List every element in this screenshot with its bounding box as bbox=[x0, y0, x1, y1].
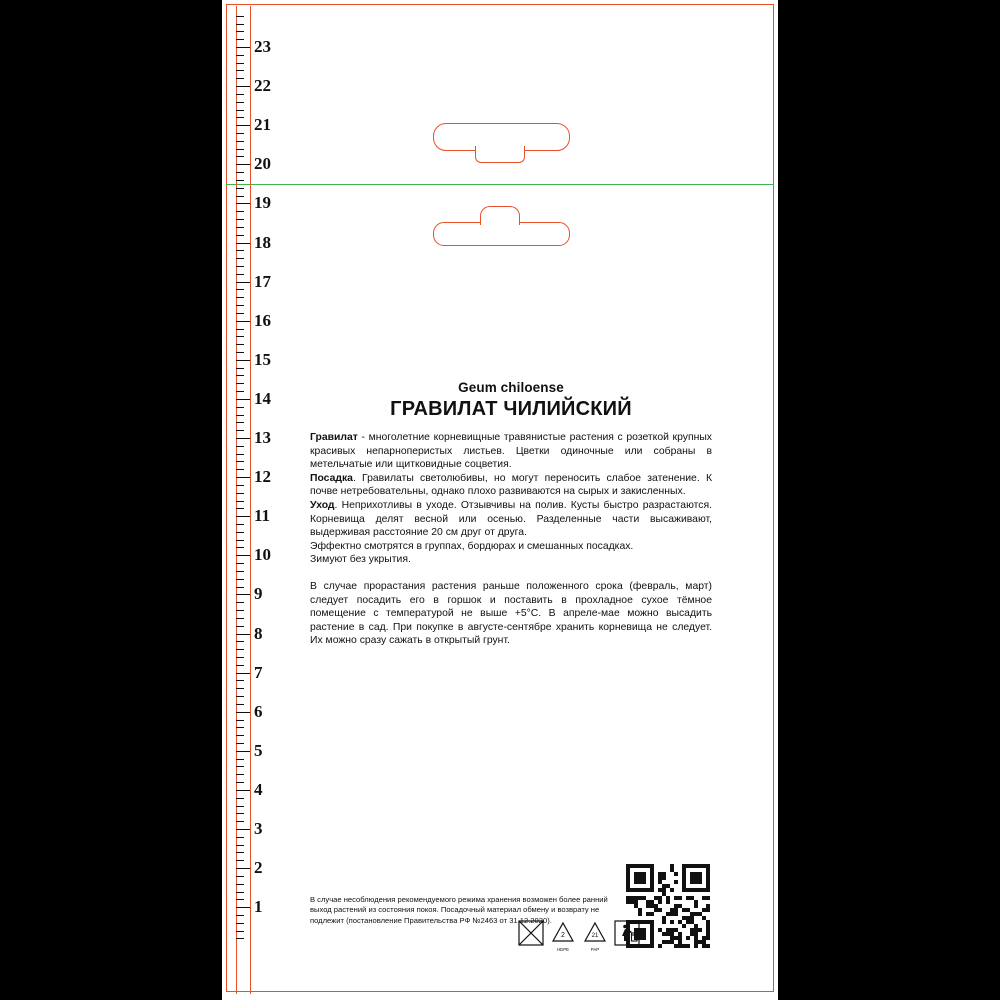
ruler-tick-minor bbox=[236, 78, 244, 79]
qr-code bbox=[626, 864, 710, 948]
ruler-tick-major bbox=[236, 790, 250, 791]
ruler-tick-minor bbox=[236, 813, 244, 814]
ruler-tick-major bbox=[236, 673, 250, 674]
latin-name: Geum chiloense bbox=[458, 380, 564, 395]
ruler-tick-major bbox=[236, 125, 250, 126]
ruler-tick-minor bbox=[236, 618, 244, 619]
care-paragraph: Гравилат - многолетние корневищные травянистые растения с розеткой крупных красивых непарноперистых листьев. Цветки одиночные или собраны в метельчатые или щитковидные соцветия. bbox=[310, 432, 712, 471]
ruler-tick-minor bbox=[236, 352, 244, 353]
ruler-tick-minor bbox=[236, 16, 244, 17]
ruler-tick-minor bbox=[236, 884, 244, 885]
ruler-tick-minor bbox=[236, 720, 244, 721]
hole-cover-bottom bbox=[482, 220, 516, 224]
ruler-tick-minor bbox=[236, 407, 244, 408]
ruler-tick-minor bbox=[236, 727, 244, 728]
ruler-tick-minor bbox=[236, 892, 244, 893]
ruler-tick-minor bbox=[236, 141, 244, 142]
ruler-tick-major bbox=[236, 86, 250, 87]
ruler-tick-minor bbox=[236, 931, 244, 932]
hang-hole-bottom bbox=[433, 222, 570, 246]
ruler-tick-minor bbox=[236, 852, 244, 853]
ruler-tick-minor bbox=[236, 266, 244, 267]
ruler-label: 22 bbox=[254, 76, 271, 96]
ruler-tick-minor bbox=[236, 454, 244, 455]
ruler-tick-minor bbox=[236, 915, 244, 916]
ruler-label: 4 bbox=[254, 779, 263, 799]
ruler-tick-minor bbox=[236, 524, 244, 525]
ruler-tick-minor bbox=[236, 180, 244, 181]
ruler-tick-minor bbox=[236, 766, 244, 767]
ruler-tick-minor bbox=[236, 336, 244, 337]
svg-text:2: 2 bbox=[561, 932, 565, 939]
care-paragraph: Зимуют без укрытия. bbox=[310, 554, 411, 566]
ruler-tick-major bbox=[236, 594, 250, 595]
ruler-tick-major bbox=[236, 829, 250, 830]
ruler-tick-minor bbox=[236, 571, 244, 572]
ruler-tick-major bbox=[236, 712, 250, 713]
ruler-tick-major bbox=[236, 399, 250, 400]
ruler-tick-minor bbox=[236, 704, 244, 705]
ruler-tick-minor bbox=[236, 329, 244, 330]
ruler-tick-minor bbox=[236, 110, 244, 111]
hdpe-recycle-icon bbox=[550, 920, 576, 952]
ruler-tick-minor bbox=[236, 501, 244, 502]
ruler-label: 7 bbox=[254, 662, 263, 682]
ruler-tick-minor bbox=[236, 938, 244, 939]
info-block bbox=[310, 380, 712, 648]
ruler-tick-minor bbox=[236, 485, 244, 486]
ruler-tick-minor bbox=[236, 391, 244, 392]
ruler-label: 9 bbox=[254, 584, 263, 604]
do-not-litter-icon bbox=[518, 920, 544, 946]
ruler-tick-minor bbox=[236, 493, 244, 494]
ruler-tick-minor bbox=[236, 547, 244, 548]
ruler-tick-minor bbox=[236, 188, 244, 189]
ruler-label: 15 bbox=[254, 349, 271, 369]
ruler-tick-minor bbox=[236, 156, 244, 157]
ruler-label: 1 bbox=[254, 897, 263, 917]
ruler-tick-minor bbox=[236, 422, 244, 423]
ruler-label: 3 bbox=[254, 819, 263, 838]
ruler-tick-minor bbox=[236, 102, 244, 103]
pap-recycle-icon bbox=[582, 920, 608, 952]
ruler-tick-minor bbox=[236, 688, 244, 689]
ruler-tick-minor bbox=[236, 860, 244, 861]
ruler-tick-minor bbox=[236, 117, 244, 118]
ruler-tick-major bbox=[236, 516, 250, 517]
ruler-tick-minor bbox=[236, 446, 244, 447]
ruler-label: 8 bbox=[254, 623, 263, 643]
ruler-tick-minor bbox=[236, 641, 244, 642]
ruler-tick-minor bbox=[236, 657, 244, 658]
pap-label: PAP bbox=[590, 947, 600, 952]
ruler-tick-minor bbox=[236, 375, 244, 376]
ruler-tick-minor bbox=[236, 31, 244, 32]
ruler-label: 20 bbox=[254, 154, 271, 174]
ruler-tick-major bbox=[236, 907, 250, 908]
ruler-label: 10 bbox=[254, 545, 271, 565]
svg-text:21: 21 bbox=[591, 933, 599, 939]
ruler-tick-minor bbox=[236, 219, 244, 220]
ruler-tick-minor bbox=[236, 274, 244, 275]
ruler-tick-major bbox=[236, 164, 250, 165]
care-paragraph: Уход. Неприхотливы в уходе. Отзывчивы на полив. Кусты быстро разрастаются. Корневища делят весной или осенью. Разделенные части высаживают, выдерживая расстояние 20 см друг от друга. bbox=[310, 499, 712, 539]
ruler-tick-minor bbox=[236, 563, 244, 564]
ruler-tick-minor bbox=[236, 649, 244, 650]
ruler-label: 17 bbox=[254, 271, 271, 291]
ruler-tick-minor bbox=[236, 415, 244, 416]
ruler-tick-minor bbox=[236, 845, 244, 846]
ruler-tick-minor bbox=[236, 587, 244, 588]
ruler-tick-major bbox=[236, 438, 250, 439]
ruler-tick-minor bbox=[236, 540, 244, 541]
ruler-tick-minor bbox=[236, 806, 244, 807]
ruler-label: 12 bbox=[254, 467, 271, 487]
ruler-label: 16 bbox=[254, 310, 271, 330]
ruler-tick-minor bbox=[236, 469, 244, 470]
ruler-tick-minor bbox=[236, 696, 244, 697]
ruler-label: 11 bbox=[254, 506, 271, 526]
ruler-tick-minor bbox=[236, 774, 244, 775]
ruler-tick-minor bbox=[236, 626, 244, 627]
ruler-label: 23 bbox=[254, 37, 271, 56]
ruler-tick-major bbox=[236, 360, 250, 361]
ruler-tick-minor bbox=[236, 602, 244, 603]
ruler-tick-minor bbox=[236, 313, 244, 314]
ruler-tick-minor bbox=[236, 235, 244, 236]
hdpe-label: HDPE bbox=[556, 947, 570, 952]
ruler-tick-minor bbox=[236, 680, 244, 681]
ruler-tick-minor bbox=[236, 782, 244, 783]
ruler-tick-minor bbox=[236, 579, 244, 580]
ruler-tick-minor bbox=[236, 258, 244, 259]
ruler-tick-minor bbox=[236, 172, 244, 173]
fold-cut-line bbox=[226, 184, 774, 185]
ruler-tick-minor bbox=[236, 39, 244, 40]
care-paragraph: Эффектно смотрятся в группах, бордюрах и смешанных посадках. bbox=[310, 540, 634, 552]
ruler-line-right bbox=[250, 6, 251, 994]
ruler-tick-minor bbox=[236, 63, 244, 64]
ruler-tick-minor bbox=[236, 368, 244, 369]
ruler-tick-minor bbox=[236, 430, 244, 431]
ruler-label: 19 bbox=[254, 193, 271, 213]
ruler-tick-minor bbox=[236, 305, 244, 306]
ruler-tick-major bbox=[236, 203, 250, 204]
ruler-tick-major bbox=[236, 282, 250, 283]
ruler-tick-major bbox=[236, 243, 250, 244]
germination-note: В случае прорастания растения раньше положенного срока (февраль, март) следует посадить его в горшок и поставить в прохладное сухое тёмное помещение с температурой не выше +5°С. В апреле-мае можно высадить растение в сад. При покупке в августе-сентябре хранить корневища не следует. Их можно сразу сажать в открытый грунт. bbox=[310, 580, 712, 647]
ruler-tick-minor bbox=[236, 743, 244, 744]
ruler-tick-minor bbox=[236, 461, 244, 462]
ruler-tick-minor bbox=[236, 70, 244, 71]
ruler-tick-major bbox=[236, 555, 250, 556]
ruler-label: 18 bbox=[254, 232, 271, 252]
ruler-tick-minor bbox=[236, 344, 244, 345]
ruler-tick-minor bbox=[236, 798, 244, 799]
care-paragraph: Посадка. Гравилаты светолюбивы, но могут переносить слабое затенение. К почве нетребовательны, однако плохо развиваются на сырых и закисленных. bbox=[310, 472, 712, 498]
hole-cover-top bbox=[477, 144, 521, 148]
ruler-label: 6 bbox=[254, 701, 263, 721]
ruler-tick-minor bbox=[236, 759, 244, 760]
ruler-tick-minor bbox=[236, 899, 244, 900]
ruler-tick-minor bbox=[236, 821, 244, 822]
ruler-tick-major bbox=[236, 751, 250, 752]
ruler-tick-minor bbox=[236, 735, 244, 736]
hang-hole-top-notch bbox=[475, 146, 525, 163]
ruler-label: 21 bbox=[254, 115, 271, 135]
ruler-tick-minor bbox=[236, 532, 244, 533]
ruler-tick-minor bbox=[236, 149, 244, 150]
ruler-tick-major bbox=[236, 868, 250, 869]
ruler-tick-major bbox=[236, 477, 250, 478]
plant-title: ГРАВИЛАТ ЧИЛИЙСКИЙ bbox=[390, 398, 632, 420]
ruler-tick-major bbox=[236, 321, 250, 322]
packet-page bbox=[222, 0, 778, 1000]
ruler-tick-minor bbox=[236, 837, 244, 838]
ruler-tick-minor bbox=[236, 665, 244, 666]
ruler-tick-minor bbox=[236, 24, 244, 25]
ruler-tick-minor bbox=[236, 383, 244, 384]
ruler-tick-minor bbox=[236, 133, 244, 134]
ruler-label: 5 bbox=[254, 740, 263, 760]
ruler-tick-minor bbox=[236, 923, 244, 924]
ruler-tick-minor bbox=[236, 55, 244, 56]
ruler-tick-minor bbox=[236, 610, 244, 611]
ruler-tick-minor bbox=[236, 196, 244, 197]
ruler-tick-minor bbox=[236, 508, 244, 509]
ruler-tick-minor bbox=[236, 289, 244, 290]
storage-footer: В случае несоблюдения рекомендуемого режима хранения возможен более ранний выход растений из состояния покоя. Посадочный материал обмену и возврату не подлежит (постановление Правительства РФ №2463 от 31.12.2020). bbox=[310, 895, 608, 925]
recycling-marks bbox=[518, 920, 638, 954]
ruler-label: 13 bbox=[254, 428, 271, 447]
ruler-tick-major bbox=[236, 634, 250, 635]
ruler-scale bbox=[228, 6, 288, 994]
ruler-tick-minor bbox=[236, 250, 244, 251]
ruler-tick-major bbox=[236, 47, 250, 48]
ruler-label: 2 bbox=[254, 858, 263, 878]
ruler-tick-minor bbox=[236, 211, 244, 212]
ruler-label: 14 bbox=[254, 388, 271, 408]
ruler-tick-minor bbox=[236, 94, 244, 95]
ruler-tick-minor bbox=[236, 227, 244, 228]
care-description bbox=[310, 431, 712, 648]
ruler-tick-minor bbox=[236, 876, 244, 877]
ruler-tick-minor bbox=[236, 297, 244, 298]
